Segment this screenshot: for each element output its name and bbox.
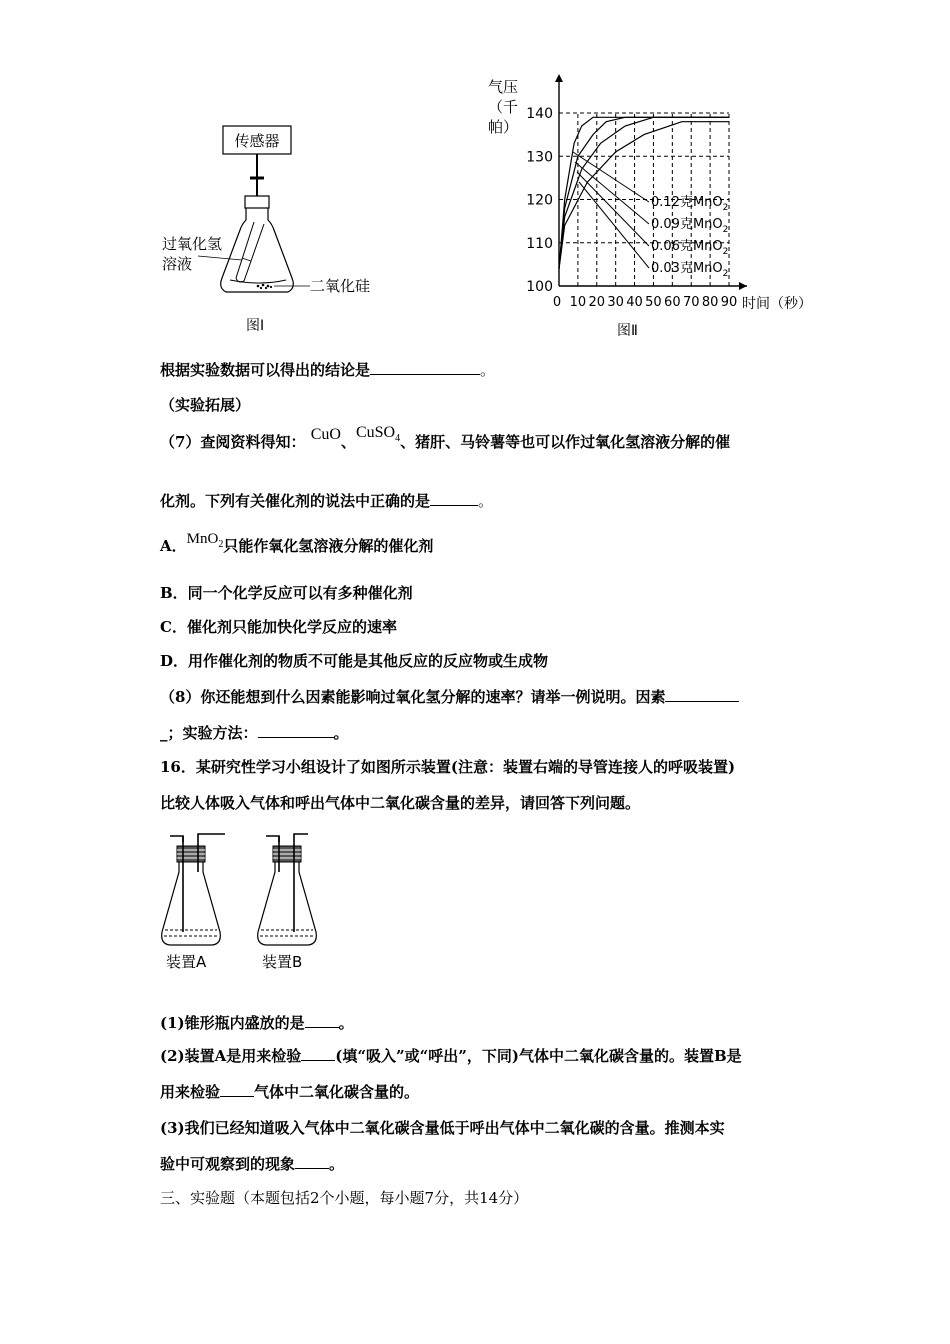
question-16-sub-1: (1)锥形瓶内盛放的是 。 xyxy=(160,1014,354,1032)
apparatus-a xyxy=(162,834,225,971)
apparatus-b xyxy=(258,834,317,971)
question-7-line-1: （7）查阅资料得知： CuO、CuSO$_4$、猪肝、马铃薯等也可以作过氧化氢溶液分解的催 xyxy=(160,424,731,451)
x-tick-label: 70 xyxy=(682,295,700,310)
figure-1-apparatus xyxy=(150,118,390,343)
answer-blank xyxy=(258,723,334,738)
answer-blank xyxy=(430,491,478,506)
question-16-line-2: 比较人体吸入气体和呼出气体中二氧化碳含量的差异，请回答下列问题。 xyxy=(160,794,641,812)
question-16-sub-2-line-1: (2)装置A是用来检验 (填“吸入”或“呼出”，下同)气体中二氧化碳含量的。装置B是 xyxy=(160,1047,742,1065)
solution-label-1: 过氧化氢 xyxy=(162,235,223,253)
x-tick-label: 20 xyxy=(588,295,606,310)
y-tick-label: 100 xyxy=(526,279,553,295)
chart-ylabel-2: （千 xyxy=(488,98,519,116)
solid-label: 二氧化硅 xyxy=(310,277,371,295)
figure-2-chart xyxy=(480,70,830,345)
formula-cuso4: CuSO$_4$ xyxy=(355,424,401,445)
chart-ylabel-3: 帕） xyxy=(488,118,519,136)
y-axis-arrow xyxy=(555,74,563,82)
series-label: 0.06克MnO$_2$ xyxy=(651,239,729,257)
formula-mno2: MnO$_2$ xyxy=(186,531,224,550)
section-3-heading: 三、实验题（本题包括2个小题，每小题7分，共14分） xyxy=(160,1189,529,1207)
series-label: 0.03克MnO$_2$ xyxy=(651,261,729,279)
apparatus-ab-figure xyxy=(150,832,330,977)
x-tick-label: 40 xyxy=(626,295,643,310)
y-tick-label: 120 xyxy=(526,192,553,209)
question-16-sub-3-line-2: 验中可观察到的现象 。 xyxy=(160,1155,345,1173)
sensor-label: 传感器 xyxy=(234,132,280,150)
silica-powder xyxy=(257,284,272,289)
series-leader-line xyxy=(577,172,649,246)
chart-xlabel: 时间（秒） xyxy=(742,296,812,312)
y-tick-label: 140 xyxy=(526,106,553,122)
solution-label-2: 溶液 xyxy=(162,255,193,273)
option-b: B．同一个化学反应可以有多种催化剂 xyxy=(160,584,413,602)
x-tick-label: 50 xyxy=(645,295,662,310)
x-tick-label: 90 xyxy=(720,295,738,310)
x-tick-label: 60 xyxy=(664,295,681,310)
answer-blank xyxy=(370,360,480,375)
series-leader-line xyxy=(575,162,649,224)
question-16-sub-3-line-1: (3)我们已经知道吸入气体中二氧化碳含量低于呼出气体中二氧化碳的含量。推测本实 xyxy=(160,1119,725,1137)
conical-flask xyxy=(221,208,294,292)
section-extension-heading: （实验拓展） xyxy=(160,396,251,414)
label-apparatus-b: 装置B xyxy=(262,953,303,971)
x-tick-label: 0 xyxy=(552,295,562,310)
question-16-sub-2-line-2: 用来检验 气体中二氧化碳含量的。 xyxy=(160,1083,420,1101)
answer-blank xyxy=(301,1046,335,1061)
chart-ylabel-1: 气压 xyxy=(488,78,519,96)
question-16-line-1: 16．某研究性学习小组设计了如图所示装置(注意：装置右端的导管连接人的呼吸装置) xyxy=(160,758,736,776)
series-label: 0.09克MnO$_2$ xyxy=(651,217,729,235)
option-c: C．催化剂只能加快化学反应的速率 xyxy=(160,618,397,636)
answer-blank xyxy=(295,1154,329,1169)
label-apparatus-a: 装置A xyxy=(166,953,207,971)
x-tick-label: 10 xyxy=(569,295,587,310)
option-a: A．MnO$_2$只能作氧化氢溶液分解的催化剂 xyxy=(160,531,434,555)
question-8-line-2: _；实验方法： 。 xyxy=(160,724,349,742)
series-label: 0.12克MnO$_2$ xyxy=(651,195,729,213)
y-tick-label: 130 xyxy=(526,149,553,166)
x-tick-label: 80 xyxy=(701,295,719,310)
conclusion-question: 根据实验数据可以得出的结论是 。 xyxy=(160,361,496,379)
x-axis-arrow xyxy=(739,282,747,290)
answer-blank xyxy=(220,1082,254,1097)
figure-1-caption: 图Ⅰ xyxy=(246,318,265,334)
answer-blank xyxy=(665,687,739,702)
formula-cuo: CuO xyxy=(310,426,341,443)
y-tick-label: 110 xyxy=(526,235,553,252)
x-tick-label: 30 xyxy=(607,295,624,310)
question-7-line-2: 化剂。下列有关催化剂的说法中正确的是 。 xyxy=(160,492,494,510)
answer-blank xyxy=(305,1013,339,1028)
question-8-line-1: （8）你还能想到什么因素能影响过氧化氢分解的速率？请举一例说明。因素 xyxy=(160,687,739,707)
option-d: D．用作催化剂的物质不可能是其他反应的反应物或生成物 xyxy=(160,652,549,670)
chart-caption: 图Ⅱ xyxy=(617,323,638,339)
series-leader-line xyxy=(573,152,649,202)
